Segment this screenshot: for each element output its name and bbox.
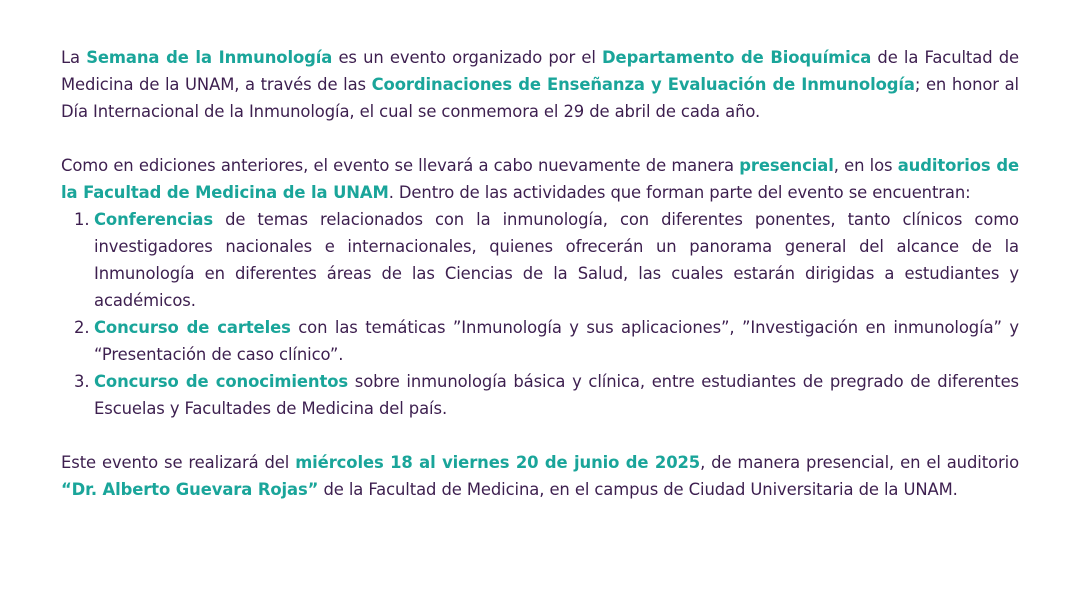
list-item bbox=[61, 314, 1019, 368]
activity-description: de temas relacionados con la inmunología, con diferentes ponentes, tanto clínicos como investigadores nacionales e internacionales, quienes ofrecerán un panorama general del alcance de la Inmunología en diferentes áreas de las Ciencias de la Salud, las cuales estarán dirigidas a estudiantes y académicos. bbox=[94, 210, 1019, 310]
list-number: 3. bbox=[74, 372, 90, 391]
paragraph-gap bbox=[61, 125, 1019, 152]
format-paragraph: Como en ediciones anteriores, el evento se llevará a cabo nuevamente de manera presencial, en los auditorios de la Facultad de Medicina de la UNAM. Dentro de las actividades que forman parte del evento se encuentran: bbox=[61, 156, 1019, 202]
schedule-paragraph: Este evento se realizará del miércoles 18 al viernes 20 de junio de 2025, de manera presencial, en el auditorio “Dr. Alberto Guevara Rojas” de la Facultad de Medicina, en el campus de Ciudad Universitaria de la UNAM. bbox=[61, 453, 1019, 499]
paragraph-gap bbox=[61, 422, 1019, 449]
modality-highlight: presencial bbox=[739, 156, 834, 175]
intro-paragraph: La Semana de la Inmunología es un evento organizado por el Departamento de Bioquímica de la Facultad de Medicina de la UNAM, a través de las Coordinaciones de Enseñanza y Evaluación de Inmunología; en honor al Día Internacional de la Inmunología, el cual se conmemora el 29 de abril de cada año. bbox=[61, 48, 1020, 121]
activities-list bbox=[61, 206, 1019, 422]
activity-title: Conferencias bbox=[94, 210, 214, 229]
auditorium-highlight: “Dr. Alberto Guevara Rojas” bbox=[61, 480, 319, 499]
document-body bbox=[61, 44, 1019, 503]
event-name: Semana de la Inmunología bbox=[86, 48, 333, 67]
activity-description: sobre inmunología básica y clínica, entre estudiantes de pregrado de diferentes Escuelas y Facultades de Medicina del país. bbox=[94, 372, 1019, 418]
activity-description: con las temáticas ”Inmunología y sus aplicaciones”, ”Investigación en inmunología” y “Presentación de caso clínico”. bbox=[94, 318, 1019, 364]
venue-highlight: auditorios de la Facultad de Medicina de la UNAM bbox=[61, 156, 1019, 202]
date-highlight: miércoles 18 al viernes 20 de junio de 2025 bbox=[295, 453, 701, 472]
list-item bbox=[61, 206, 1019, 314]
list-item bbox=[61, 368, 1019, 422]
list-number: 1. bbox=[74, 210, 90, 229]
department-name: Departamento de Bioquímica bbox=[602, 48, 872, 67]
activity-title: Concurso de carteles bbox=[94, 318, 291, 337]
activity-title: Concurso de conocimientos bbox=[94, 372, 349, 391]
list-number: 2. bbox=[74, 318, 90, 337]
coordinations-name: Coordinaciones de Enseñanza y Evaluación de Inmunología bbox=[371, 75, 915, 94]
